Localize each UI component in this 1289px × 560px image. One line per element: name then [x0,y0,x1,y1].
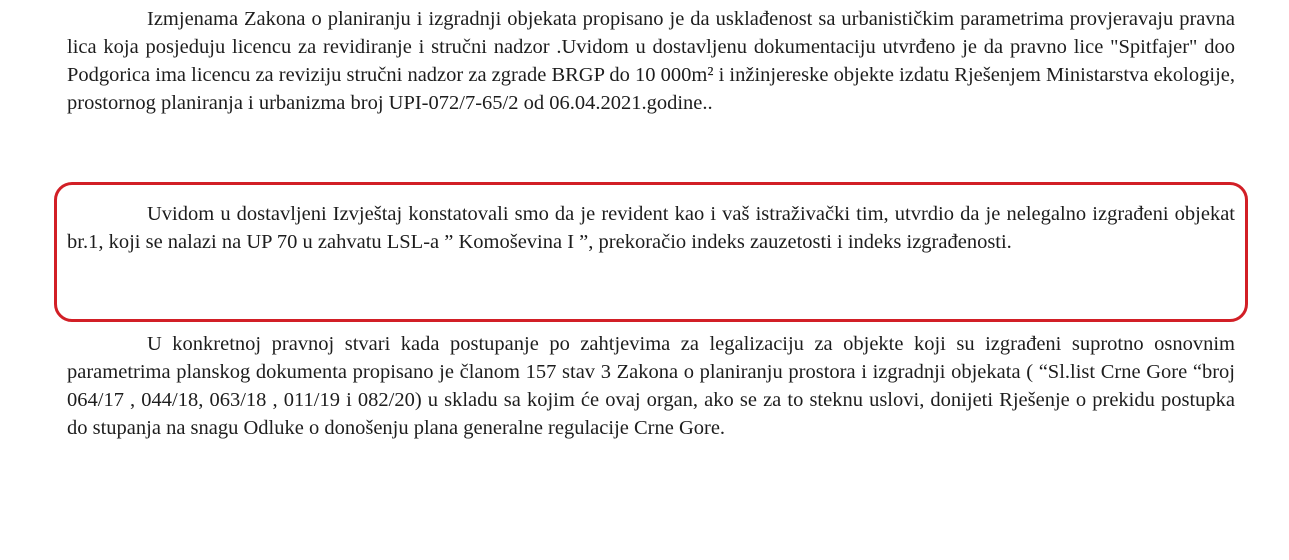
paragraph-licence: Izmjenama Zakona o planiranju i izgradnji objekata propisano je da usklađenost sa urbanističkim parametrima provjeravaju pravna lica koja posjeduju licencu za revidiranje i stručni nadzor .Uvidom u dostavljenu dokumentaciju utvrđeno je da pravno lice "Spitfajer" doo Podgorica ima licencu za reviziju stručni nadzor za zgrade BRGP do 10 000m² i inžinjereske objekte izdatu Rješenjem Ministarstva ekologije, prostornog planiranja i urbanizma broj UPI-072/7-65/2 od 06.04.2021.godine.. [67,8,1235,114]
paragraph-legal-basis: U konkretnoj pravnoj stvari kada postupanje po zahtjevima za legalizaciju za objekte koji su izgrađeni suprotno osnovnim parametrima planskog dokumenta propisano je članom 157 stav 3 Zakona o planiranju prostora i izgradnji objekata ( “Sl.list Crne Gore “broj 064/17 , 044/18, 063/18 , 011/19 i 082/20) u skladu sa kojim će ovaj organ, ako se za to steknu uslovi, donijeti Rješenje o prekidu postupka do stupanja na snagu Odluke o donošenju plana generalne regulacije Crne Gore. [67,333,1235,439]
paragraph-report-findings: Uvidom u dostavljeni Izvještaj konstatovali smo da je revident kao i vaš istraživački tim, utvrdio da je nelegalno izgrađeni objekat br.1, koji se nalazi na UP 70 u zahvatu LSL-a ” Komoševina I ”, prekoračio indeks zauzetosti i indeks izgrađenosti. [67,203,1235,253]
